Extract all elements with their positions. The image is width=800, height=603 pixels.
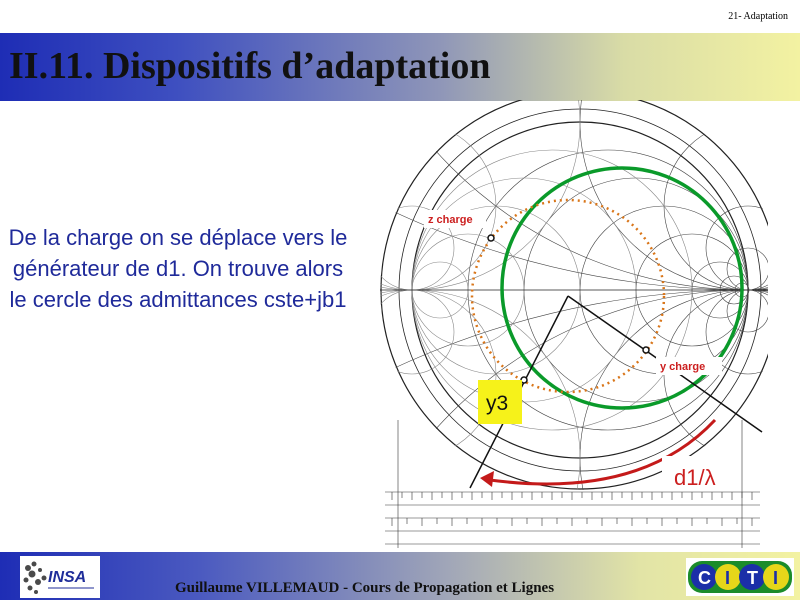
y3-label: y3 <box>486 392 509 415</box>
citi-letter-t: T <box>747 568 758 588</box>
insa-logo-text: INSA <box>48 569 87 586</box>
d1-lambda-label: d1/λ <box>674 465 716 490</box>
body-text: De la charge on se déplace vers le générateur de d1. On trouve alors le cercle des admittances cste+jb1 <box>8 225 348 312</box>
citi-letter-i2: I <box>773 568 779 588</box>
d1-arrowhead <box>480 471 494 487</box>
z-charge-point <box>488 235 494 241</box>
citi-letter-i1: I <box>725 568 731 588</box>
insa-logo <box>20 556 100 598</box>
footer-text: Guillaume VILLEMAUD - Cours de Propagation et Lignes <box>175 580 555 596</box>
citi-letter-c: C <box>698 568 711 588</box>
insa-logo-mark <box>24 562 47 595</box>
smith-chart-figure <box>356 100 768 552</box>
citi-logo <box>686 558 794 596</box>
z-charge-label: z charge <box>428 214 473 226</box>
y-charge-label: y charge <box>660 361 706 373</box>
y-charge-point <box>643 347 649 353</box>
slide-number: 21- Adaptation <box>728 11 788 22</box>
page-title: II.11. Dispositifs d’adaptation <box>9 45 491 87</box>
